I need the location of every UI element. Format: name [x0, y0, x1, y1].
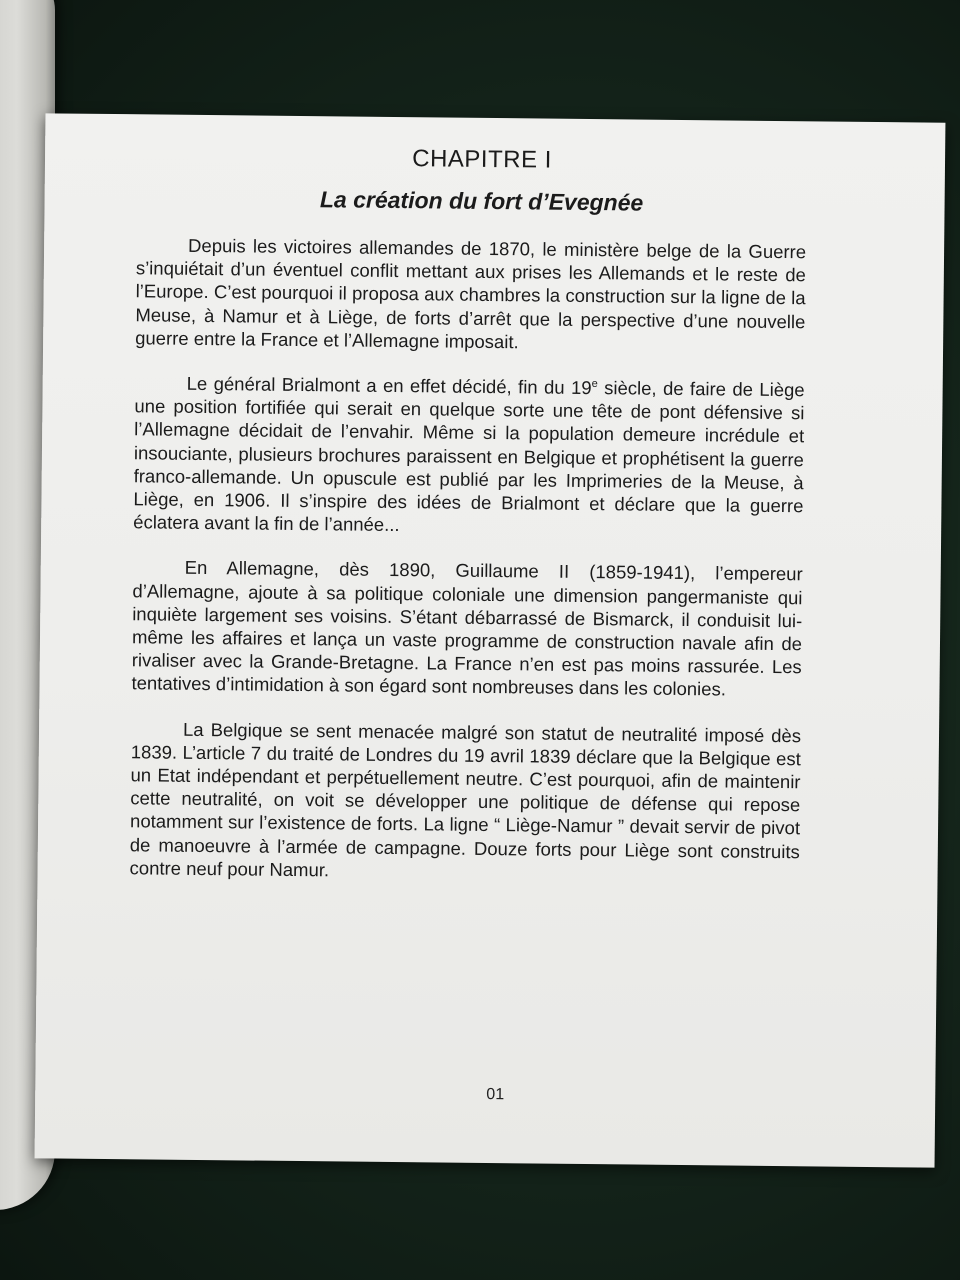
- paragraph-1: Depuis les victoires allemandes de 1870, le ministère belge de la Guerre s’inquiétait d’un éventuel conflit mettant aux prises les Allemands et le reste de l’Europe. C’est pourquoi il proposa aux chambres la construction sur la ligne de la Meuse, à Namur et à Liège, de forts d’arrêt que la perspective d’une nouvelle guerre entre la France et l’Allemagne imposait.: [135, 234, 807, 353]
- paragraph-3: En Allemagne, dès 1890, Guillaume II (1859-1941), l’empereur d’Allemagne, ajoute à sa politique coloniale une dimension pangermaniste qui inquiète largement ses voisins. S’étant débarrassé de Bismarck, il conduisit lui-même les affaires et lança un vaste programme de construction navale afin de rivaliser avec la Grande-Bretagne. La France n’en est pas moins rassurée. Les tentatives d’intimidation à son égard sont nombreuses dans les colonies.: [131, 557, 803, 700]
- paragraph-2-start: Le général Brialmont a en effet décidé, fin du 19: [186, 372, 592, 399]
- chapter-heading: CHAPITRE I: [412, 145, 553, 174]
- page-content: [129, 142, 807, 886]
- paragraph-2-rest: siècle, de faire de Liège une position fortifiée qui serait en quelque sorte une tête de pont défensive si l’Allemagne décidait de l’envahir. Même si la population demeure incrédule et insouciante, plusieurs brochures paraissent en Belgique et prophétisent la guerre franco-allemande. Un opuscule est publié par les Imprimeries de la Meuse, à Liège, en 1906. Il s’inspire des idées de Brialmont et déclare que la guerre éclatera avant la fin de l’année...: [133, 377, 805, 536]
- paragraph-4: La Belgique se sent menacée malgré son statut de neutralité imposé dès 1839. L’article 7 du traité de Londres du 19 avril 1839 déclare que la Belgique est un Etat indépendant et perpétuellement neutre. C’est pourquoi, afin de maintenir cette neutralité, on voit se développer une politique de défense qui repose notamment sur l’existence de forts. La ligne “ Liège-Namur ” devait servir de pivot de manoeuvre à l’armée de campagne. Douze forts pour Liège sont construits contre neuf pour Namur.: [129, 718, 802, 881]
- paragraph-2: [133, 371, 805, 540]
- page-number: 01: [486, 1085, 505, 1104]
- chapter-title: La création du fort d’Evegnée: [319, 186, 644, 216]
- book-page: [35, 113, 946, 1167]
- century-superscript: e: [591, 377, 598, 390]
